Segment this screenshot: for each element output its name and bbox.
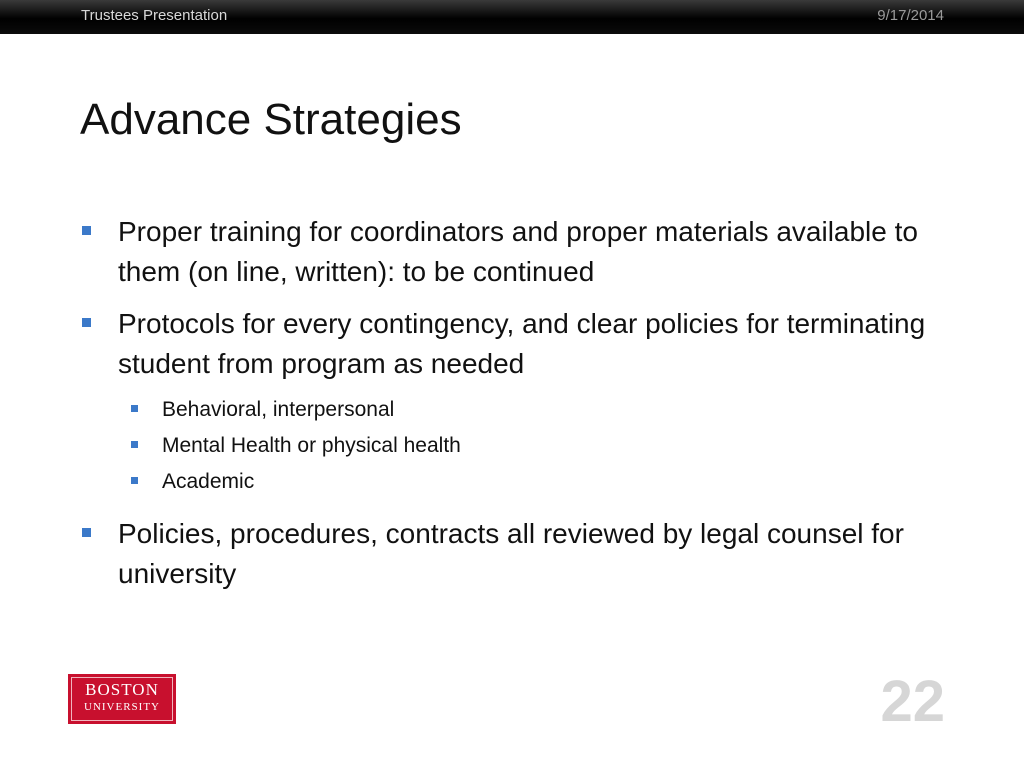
sub-bullet-item xyxy=(80,464,940,500)
sub-bullet-text: Mental Health or physical health xyxy=(162,434,461,457)
bullet-text: Proper training for coordinators and proper materials available to them (on line, written): to be continued xyxy=(118,216,918,287)
bullet-text: Policies, procedures, contracts all reviewed by legal counsel for university xyxy=(118,518,904,589)
square-bullet-icon xyxy=(82,226,91,235)
sub-bullet-text: Behavioral, interpersonal xyxy=(162,398,395,421)
presentation-title: Trustees Presentation xyxy=(81,7,228,24)
slide-content xyxy=(80,212,940,606)
square-bullet-icon xyxy=(131,477,138,484)
presentation-date: 9/17/2014 xyxy=(877,7,944,24)
sub-bullet-text: Academic xyxy=(162,470,255,493)
header-bar xyxy=(0,0,1024,34)
slide-title: Advance Strategies xyxy=(80,95,462,144)
logo-line-2: UNIVERSITY xyxy=(84,701,160,713)
bullet-text: Protocols for every contingency, and clear policies for terminating student from program as needed xyxy=(118,308,926,379)
sub-bullet-list xyxy=(80,392,940,500)
sub-bullet-item xyxy=(80,428,940,464)
square-bullet-icon xyxy=(131,441,138,448)
sub-bullet-item xyxy=(80,392,940,428)
bullet-item xyxy=(80,514,940,594)
logo-line-1: BOSTON xyxy=(85,680,159,699)
bullet-item xyxy=(80,212,940,292)
square-bullet-icon xyxy=(82,528,91,537)
page-number: 22 xyxy=(880,669,945,734)
bullet-item xyxy=(80,304,940,384)
boston-university-logo xyxy=(68,674,176,724)
square-bullet-icon xyxy=(82,318,91,327)
square-bullet-icon xyxy=(131,405,138,412)
